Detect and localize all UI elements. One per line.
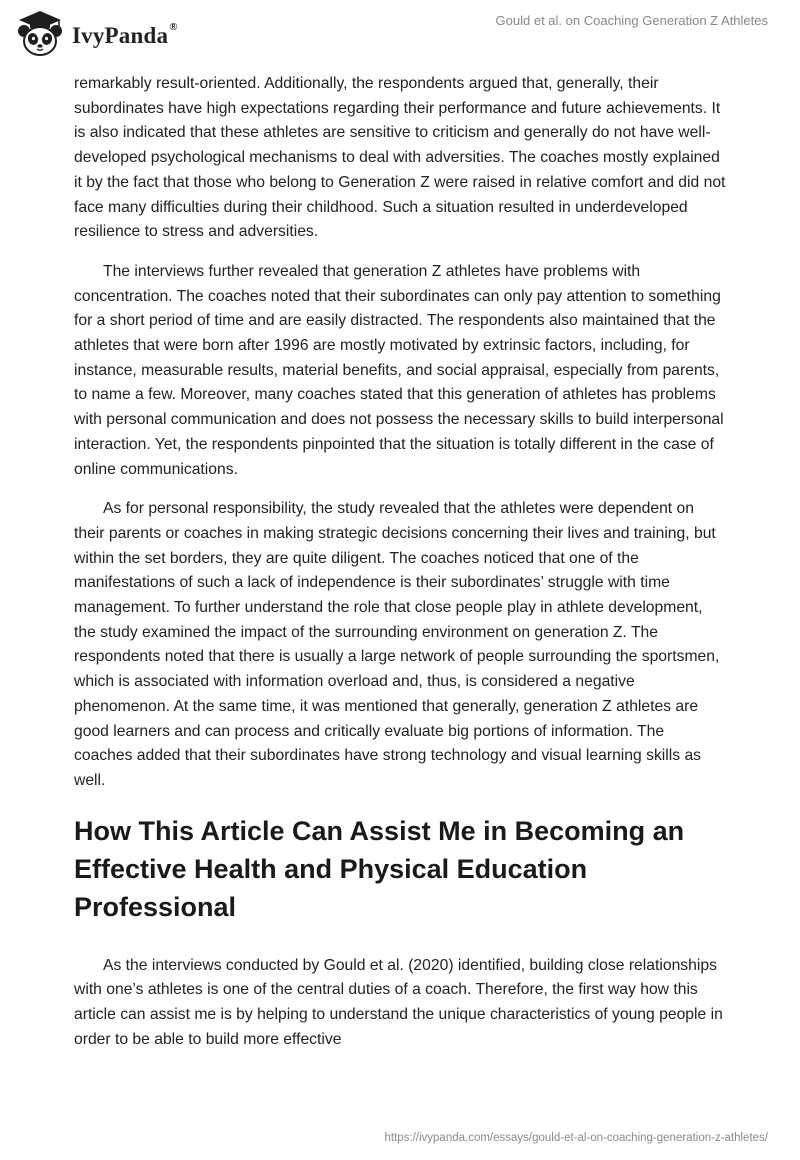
brand-name: IvyPanda® — [72, 21, 178, 48]
section-heading: How This Article Can Assist Me in Becoming an Effective Health and Physical Education Professional — [74, 815, 685, 922]
registered-mark: ® — [169, 21, 178, 33]
source-url-link[interactable]: https://ivypanda.com/essays/gould-et-al-on-coaching-generation-z-athletes/ — [384, 1132, 768, 1144]
paragraph-responsibility: As for personal responsibility, the study revealed that the athletes were dependent on their parents or coaches in making strategic decisions concerning their lives and training, but within the set borders, they are quite diligent. The coaches noticed that one of the manifestations of such a lack of independence is their subordinates’ struggle with time management. To further understand the role that close people play in athlete development, the study examined the impact of the surrounding environment on generation Z. The respondents noted that there is usually a large network of people surrounding the sportsmen, which is associated with information overload and, thus, is considered a negative phenomenon. At the same time, it was mentioned that generally, generation Z athletes are good learners and can process and critically evaluate big portions of information. The coaches added that their subordinates have strong technology and visual learning skills as well. — [74, 500, 720, 789]
document-title: Gould et al. on Coaching Generation Z Athletes — [495, 13, 768, 28]
paragraph-concentration: The interviews further revealed that generation Z athletes have problems with concentration. The coaches noted that their subordinates can only pay attention to something for a short period of time and are easily distracted. The respondents also maintained that the athletes that were born after 1996 are mostly motivated by extrinsic factors, including, for instance, measurable results, material benefits, and social appraisal, especially from parents, to name a few. Moreover, many coaches stated that this generation of athletes has problems with personal communication and does not possess the necessary skills to build interpersonal interaction. Yet, the respondents pinpointed that the situation is totally different in the case of online communications. — [74, 262, 724, 478]
article-body — [74, 72, 726, 1068]
page-header — [0, 0, 800, 70]
ivypanda-logo[interactable] — [14, 8, 178, 60]
panda-graduate-icon — [14, 8, 66, 60]
paragraph-continued: remarkably result-oriented. Additionally, the respondents argued that, generally, their subordinates have high expectations regarding their performance and future achievements. It is also indicated that these athletes are sensitive to criticism and generally do not have well-developed psychological mechanisms to deal with adversities. The coaches mostly explained it by the fact that those who belong to Generation Z were raised in relative comfort and did not face many difficulties during their childhood. Such a situation resulted in underdeveloped resilience to stress and adversities. — [74, 75, 726, 241]
paragraph-assist: As the interviews conducted by Gould et al. (2020) identified, building close relationships with one’s athletes is one of the central duties of a coach. Therefore, the first way how this article can assist me is by helping to understand the unique characteristics of young people in order to be able to build more effective — [74, 956, 723, 1048]
